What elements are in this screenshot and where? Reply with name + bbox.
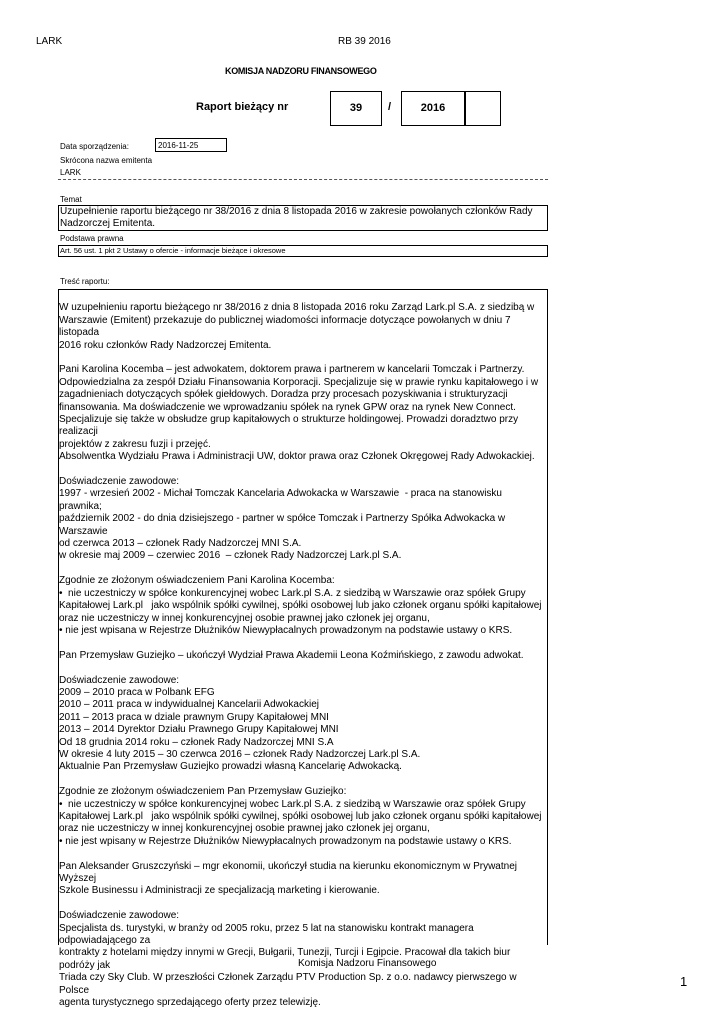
paragraph-gap: [59, 637, 547, 649]
report-separator: /: [388, 101, 392, 113]
report-label: Raport bieżący nr: [196, 101, 289, 113]
document-title: KOMISJA NADZORU FINANSOWEGO: [225, 66, 377, 76]
content-line: Kapitałowej Lark.pl jako wspólnik spółki cywilnej, spółki osobowej lub jako członek organu spółki kapitałowej: [59, 600, 542, 612]
content-line: • nie uczestniczy w spółce konkurencyjnej wobec Lark.pl S.A. z siedzibą w Warszawie oraz spółek Grupy: [59, 798, 526, 810]
subject-box: [58, 205, 548, 231]
content-line: • nie uczestniczy w spółce konkurencyjnej wobec Lark.pl S.A. z siedzibą w Warszawie oraz spółek Grupy: [59, 587, 526, 599]
content-line: oraz nie uczestniczy w innej konkurencyjnej osobie prawnej jako członek jej organu,: [59, 612, 430, 624]
content-line: Warszawie (Emitent) przekazuje do publicznej wiadomości informacje dotyczące powołanych w dniu 7 listopada: [59, 314, 514, 339]
content-line: Absolwentka Wydziału Prawa i Administracji UW, doktor prawa oraz Członek Okręgowej Rady Adwokackiej.: [59, 451, 535, 463]
content-line: 2011 – 2013 praca w dziale prawnym Grupy Kapitałowej MNI: [59, 711, 329, 723]
content-line: 2010 – 2011 praca w indywidualnej Kancelarii Adwokackiej: [59, 699, 319, 711]
content-line: zagadnieniach dotyczących spółek giełdowych. Doradza przy procesach pozyskiwania i strukturyzacji: [59, 389, 508, 401]
content-line: Od 18 grudnia 2014 roku – członek Rady Nadzorczej MNI S.A: [59, 736, 334, 748]
paragraph-gap: [59, 352, 547, 364]
subject-line-1: Uzupełnienie raportu bieżącego nr 38/2016 z dnia 8 listopada 2016 w zakresie powołanych członków Rady: [60, 206, 533, 217]
content-line: W okresie 4 luty 2015 – 30 czerwca 2016 – członek Rady Nadzorczej Lark.pl S.A.: [59, 748, 421, 760]
content-line: • nie jest wpisany w Rejestrze Dłużników Niewypłacalnych prowadzonym na podstawie ustawy o KRS.: [59, 835, 512, 847]
report-year-box: [401, 91, 465, 126]
content-line: od czerwca 2013 – członek Rady Nadzorczej MNI S.A.: [59, 538, 302, 550]
paragraph-gap: [59, 898, 547, 910]
content-line: oraz nie uczestniczy w innej konkurencyjnej osobie prawnej jako członek jej organu,: [59, 823, 430, 835]
content-line: październik 2002 - do dnia dzisiejszego - partner w spółce Tomczak i Partnerzy Spółka Adwokacka w Warszawie: [59, 513, 508, 537]
content-line: Pan Przemysław Guziejko – ukończył Wydział Prawa Akademii Leona Koźmińskiego, z zawodu adwokat.: [59, 649, 524, 661]
legal-box: [58, 245, 548, 257]
content-line: w okresie maj 2009 – czerwiec 2016 – członek Rady Nadzorczej Lark.pl S.A.: [59, 550, 402, 562]
paragraph-gap: [59, 774, 547, 786]
content-line: kontrakty z hotelami między innymi w Grecji, Bułgarii, Tunezji, Turcji i Egipcie. Pracował dla takich biur podróży jak: [59, 947, 514, 971]
report-number-box: [330, 91, 382, 126]
content-line: 2013 – 2014 Dyrektor Działu Prawnego Grupy Kapitałowej MNI: [59, 724, 339, 736]
content-line: Zgodnie ze złożonym oświadczeniem Pan Przemysław Guziejko:: [59, 786, 347, 798]
body-label: Treść raportu:: [60, 277, 110, 286]
paragraph-gap: [59, 563, 547, 575]
content-line: Aktualnie Pan Przemysław Guziejko prowadzi własną Kancelarię Adwokacką.: [59, 761, 402, 773]
issuer-label: Skrócona nazwa emitenta: [60, 156, 153, 165]
report-empty-box: [465, 91, 501, 126]
subject-label: Temat: [60, 195, 82, 204]
date-value: 2016-11-25: [155, 138, 227, 152]
content-line: Szkole Businessu i Administracji ze specjalizacją marketing i kierowanie.: [59, 885, 380, 897]
content-line: Pan Aleksander Gruszczyński – mgr ekonomii, ukończył studia na kierunku ekonomicznym w Prywatnej Wyższej: [59, 860, 520, 884]
content-line: projektów z zakresu fuzji i przejęć.: [59, 438, 211, 450]
content-line: Triada czy Sky Club. W przeszłości Członek Zarządu PTV Production Sp. z o.o. nadawcy pierwszego w Polsce: [59, 972, 520, 996]
issuer-divider: [58, 179, 548, 180]
report-year: 2016: [420, 102, 446, 114]
content-line: Doświadczenie zawodowe:: [59, 476, 180, 488]
issuer-value: LARK: [60, 168, 81, 177]
content-line: Odpowiedzialna za zespół Działu Finansowania Korporacji. Specjalizuje się w prawie rynku kapitałowego i w: [59, 376, 539, 388]
content-line: finansowania. Ma doświadczenie we wprowadzaniu spółek na rynek GPW oraz na rynek New Connect.: [59, 401, 516, 413]
paragraph-gap: [59, 848, 547, 860]
content-line: Doświadczenie zawodowe:: [59, 910, 180, 922]
page-number: 1: [680, 974, 688, 989]
content-line: agenta turystycznego sprzedającego oferty przez telewizję.: [59, 997, 321, 1009]
paragraph-gap: [59, 662, 547, 674]
footer-center: Komisja Nadzoru Finansowego: [298, 958, 437, 969]
date-label: Data sporządzenia:: [60, 142, 129, 151]
content-line: Doświadczenie zawodowe:: [59, 674, 180, 686]
content-line: Specjalizuje się także w obsłudze grup kapitałowych o strukturze holdingowej. Prowadzi doradztwo przy realizacji: [59, 414, 521, 438]
content-line: W uzupełnieniu raportu bieżącego nr 38/2016 z dnia 8 listopada 2016 roku Zarząd Lark.pl S.A. z siedzibą w: [59, 302, 535, 314]
report-number: 39: [349, 102, 363, 114]
paragraph-gap: [59, 464, 547, 476]
content-line: 1997 - wrzesień 2002 - Michał Tomczak Kancelaria Adwokacka w Warszawie - praca na stanowisku prawnika;: [59, 488, 505, 512]
content-line: Pani Karolina Kocemba – jest adwokatem, doktorem prawa i partnerem w kancelarii Tomczak i Partnerzy.: [59, 364, 525, 376]
subject-line-2: Nadzorczej Emitenta.: [60, 218, 156, 229]
content-line: 2009 – 2010 praca w Polbank EFG: [59, 686, 215, 698]
content-line: 2016 roku członków Rady Nadzorczej Emitenta.: [59, 339, 272, 351]
legal-label: Podstawa prawna: [60, 234, 124, 243]
content-line: Kapitałowej Lark.pl jako wspólnik spółki cywilnej, spółki osobowej lub jako członek organu spółki kapitałowej: [59, 810, 542, 822]
legal-value: Art. 56 ust. 1 pkt 2 Ustawy o ofercie - informacje bieżące i okresowe: [60, 246, 286, 255]
header-left: LARK: [36, 36, 63, 47]
content-line: Specjalista ds. turystyki, w branży od 2005 roku, przez 5 lat na stanowisku kontrakt managera odpowiadającego za: [59, 922, 477, 946]
content-spacer: [59, 290, 547, 302]
header-center: RB 39 2016: [338, 36, 391, 47]
content-line: Zgodnie ze złożonym oświadczeniem Pani Karolina Kocemba:: [59, 575, 335, 587]
content-line: • nie jest wpisana w Rejestrze Dłużników Niewypłacalnych prowadzonym na podstawie ustawy o KRS.: [59, 624, 513, 636]
